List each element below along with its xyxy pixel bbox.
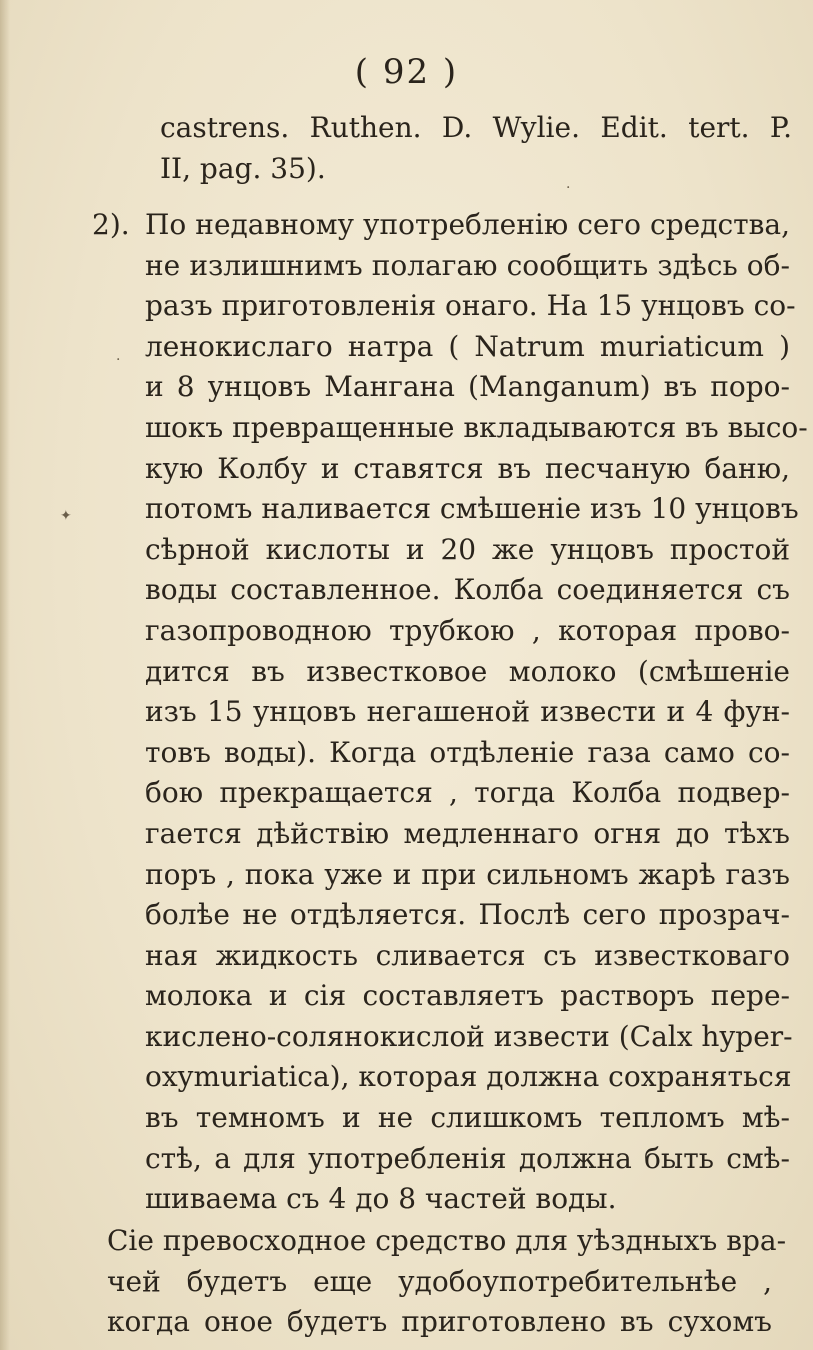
- text-line: товъ воды). Когда отдѣленіе газа само со-: [145, 735, 790, 769]
- text-line: воды составленное. Колба соединяется съ: [145, 573, 790, 607]
- page-edge-shadow: [0, 0, 10, 1350]
- text-line: II, pag. 35).: [160, 151, 326, 185]
- text-line: ленокислаго натра ( Natrum muriaticum ): [145, 329, 790, 363]
- ink-speck: ·: [566, 180, 571, 196]
- text-line: кую Колбу и ставятся въ песчаную баню,: [145, 451, 790, 485]
- text-line: шиваема съ 4 до 8 частей воды.: [145, 1182, 617, 1216]
- text-line: потомъ наливается смѣшеніе изъ 10 унцовъ: [145, 492, 799, 526]
- text-line: castrens. Ruthen. D. Wylie. Edit. tert. P.: [160, 111, 792, 144]
- page-number-header: ( 92 ): [354, 52, 459, 92]
- text-line: oxymuriatica), которая должна сохраняться: [145, 1060, 792, 1094]
- text-line: сѣрной кислоты и 20 же унцовъ простой: [145, 532, 790, 566]
- text-line: По недавному употребленію сего средства,: [145, 208, 790, 241]
- text-line: гается дѣйствію медленнаго огня до тѣхъ: [145, 816, 790, 850]
- text-line: газопроводною трубкою , которая прово-: [145, 613, 790, 647]
- item-paragraph: [145, 205, 808, 1220]
- text-line: шокъ превращенные вкладываются въ высо-: [145, 410, 808, 444]
- text-line: Сіе превосходное средство для уѣздныхъ вра-: [107, 1224, 787, 1257]
- text-line: и 8 унцовъ Мангана (Manganum) въ поро-: [145, 370, 790, 404]
- ink-speck: ·: [116, 352, 121, 368]
- text-line: когда оное будетъ приготовлено въ сухомъ: [107, 1305, 772, 1339]
- ink-speck: ✦: [60, 508, 72, 524]
- closing-paragraph: [107, 1221, 787, 1343]
- text-line: болѣе не отдѣляется. Послѣ сего прозрач-: [145, 898, 790, 932]
- text-line: молока и сія составляетъ растворъ пере-: [145, 979, 790, 1013]
- text-line: ная жидкость сливается съ известковаго: [145, 938, 790, 972]
- text-line: бою прекращается , тогда Колба подвер-: [145, 776, 790, 810]
- text-line: въ темномъ и не слишкомъ тепломъ мѣ-: [145, 1101, 790, 1135]
- text-line: чей будетъ еще удобоупотребительнѣе ,: [107, 1264, 772, 1298]
- text-line: разъ приготовленія онаго. На 15 унцовъ со-: [145, 289, 796, 323]
- text-line: изъ 15 унцовъ негашеной извести и 4 фун-: [145, 695, 790, 729]
- item-number: 2).: [92, 208, 130, 241]
- text-line: кислено-солянокислой извести (Calx hyper-: [145, 1019, 793, 1053]
- carryover-paragraph: [160, 108, 792, 189]
- text-line: поръ , пока уже и при сильномъ жарѣ газъ: [145, 857, 790, 891]
- text-line: дится въ известковое молоко (смѣшеніе: [145, 654, 790, 688]
- text-line: не излишнимъ полагаю сообщить здѣсь об-: [145, 248, 790, 282]
- text-line: стѣ, а для употребленія должна быть смѣ-: [145, 1141, 790, 1175]
